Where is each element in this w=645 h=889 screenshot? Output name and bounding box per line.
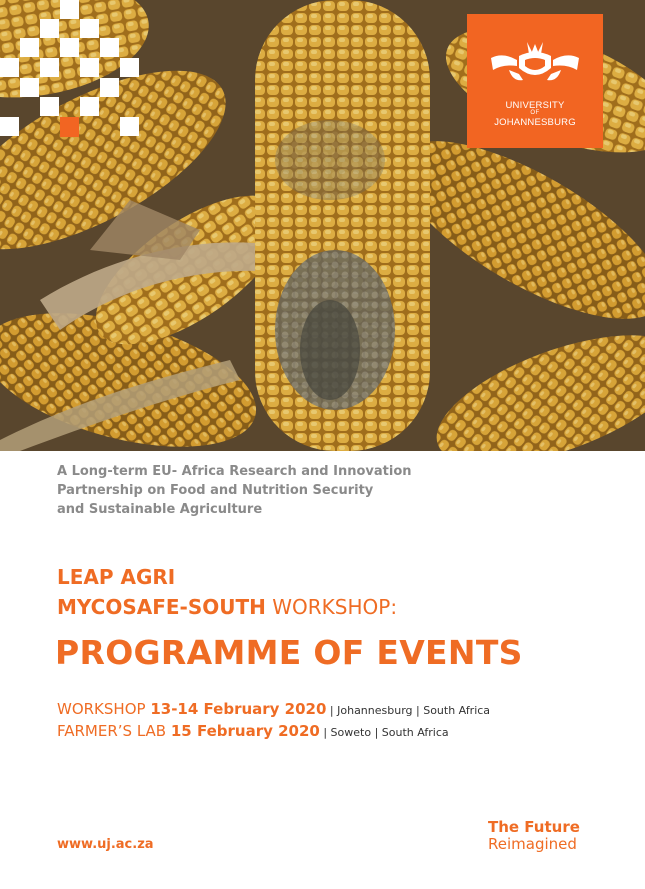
title-mycosafe-south: MYCOSAFE-SOUTH xyxy=(57,595,266,619)
uj-logo[interactable] xyxy=(467,14,603,148)
event-date: 15 February 2020 xyxy=(170,722,320,740)
title-workshop-line xyxy=(57,593,397,621)
event-label: WORKSHOP xyxy=(57,700,151,718)
tagline-line-1: The Future xyxy=(488,818,580,836)
subtitle-line-3: and Sustainable Agriculture xyxy=(57,502,263,517)
event-workshop xyxy=(57,699,490,721)
logo-of-text: OF xyxy=(530,110,540,116)
logo-johannesburg-text: JOHANNESBURG xyxy=(494,117,576,128)
logo-university-text: UNIVERSITY xyxy=(505,100,565,111)
tagline-line-2: Reimagined xyxy=(488,835,577,853)
title-leap-agri: LEAP AGRI xyxy=(57,565,176,589)
subtitle-line-1: A Long-term EU- Africa Research and Innovation xyxy=(57,464,412,479)
subtitle-line-2: Partnership on Food and Nutrition Security xyxy=(57,483,374,498)
event-date: 13-14 February 2020 xyxy=(150,700,327,718)
pixel-motif-graphic xyxy=(0,0,140,137)
title-workshop-word: WORKSHOP: xyxy=(265,595,398,619)
page-title: PROGRAMME OF EVENTS xyxy=(55,633,523,672)
event-label: FARMER’S LAB xyxy=(57,722,171,740)
website-link[interactable]: www.uj.ac.za xyxy=(57,837,154,852)
event-location: | Soweto | South Africa xyxy=(319,726,449,739)
subtitle xyxy=(57,462,477,519)
event-location: | Johannesburg | South Africa xyxy=(326,704,491,717)
uj-crest-icon xyxy=(489,34,581,96)
event-farmers-lab xyxy=(57,721,449,743)
